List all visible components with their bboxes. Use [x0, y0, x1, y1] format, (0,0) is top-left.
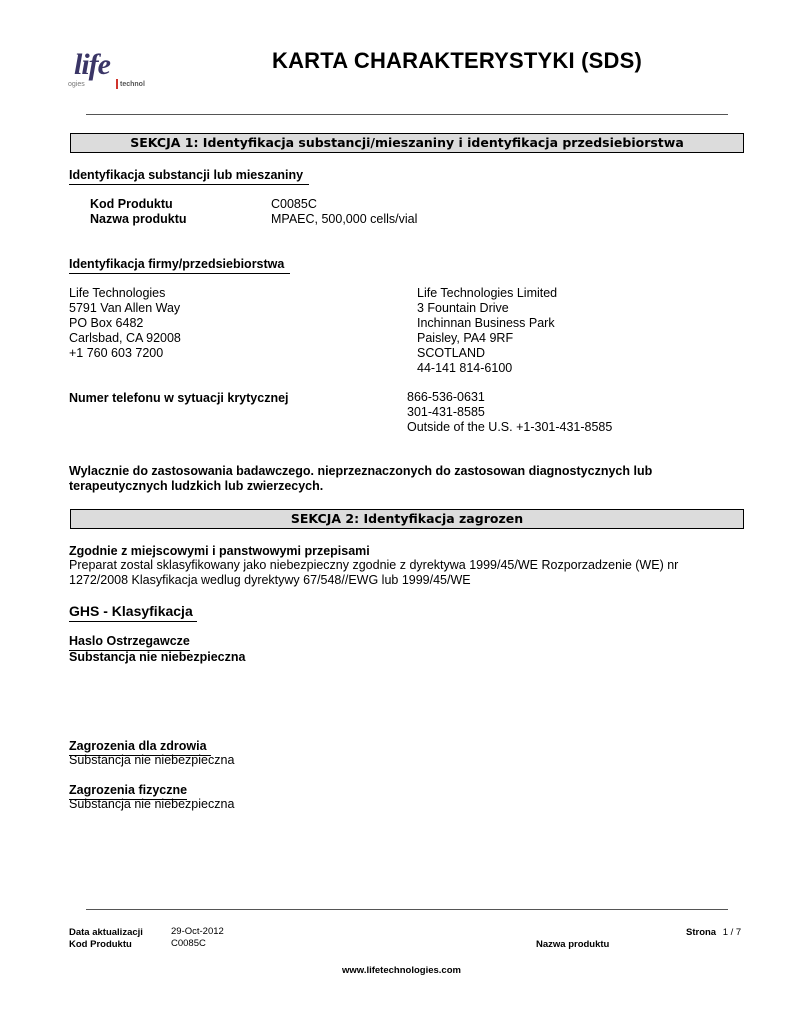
- footer-divider: [86, 909, 728, 910]
- company-uk-address: [417, 286, 557, 376]
- footer-website-link[interactable]: www.lifetechnologies.com: [342, 965, 461, 976]
- logo-subtext-right: technol: [120, 81, 145, 88]
- research-use-note-line: Wylacznie do zastosowania badawczego. nieprzeznaczonych do zastosowan diagnostycznych lub: [69, 464, 653, 478]
- emergency-phone-numbers: [407, 390, 612, 435]
- company-id-heading: [69, 257, 290, 274]
- footer-page-label: Strona: [686, 927, 717, 938]
- signal-word-heading: [69, 634, 190, 651]
- product-name-value: MPAEC, 500,000 cells/vial: [271, 212, 418, 226]
- regulations-heading: Zgodnie z miejscowymi i panstwowymi przepisami: [69, 544, 370, 558]
- ghs-classification-heading-text: GHS - Klasyfikacja: [69, 603, 197, 622]
- emergency-phone-line: 866-536-0631: [407, 390, 485, 404]
- header-divider: [86, 114, 728, 115]
- health-hazards-heading-text: Zagrozenia dla zdrowia: [69, 739, 211, 756]
- company-us-line: Carlsbad, CA 92008: [69, 331, 181, 345]
- product-name-label: Nazwa produktu: [90, 212, 187, 226]
- regulations-line: Preparat zostal sklasyfikowany jako niebezpieczny zgodnie z dyrektywa 1999/45/WE Rozporzadzenie (WE) nr: [69, 558, 679, 572]
- company-uk-line: 3 Fountain Drive: [417, 301, 509, 315]
- section-2-heading: SEKCJA 2: Identyfikacja zagrozen: [70, 509, 744, 529]
- regulations-text: [69, 558, 678, 588]
- health-hazards-value: Substancja nie niebezpieczna: [69, 753, 235, 767]
- company-uk-line: 44-141 814-6100: [417, 361, 513, 375]
- research-use-note: [69, 464, 652, 494]
- research-use-note-line: terapeutycznych ludzkich lub zwierzecych.: [69, 479, 324, 493]
- section-1-heading: SEKCJA 1: Identyfikacja substancji/mieszaniny i identyfikacja przedsiebiorstwa: [70, 133, 744, 153]
- document-title: KARTA CHARAKTERYSTYKI (SDS): [272, 48, 643, 73]
- product-code-label: Kod Produktu: [90, 197, 173, 211]
- company-us-line: PO Box 6482: [69, 316, 144, 330]
- emergency-phone-line: 301-431-8585: [407, 405, 485, 419]
- footer-page-info: [686, 927, 741, 938]
- footer-code-label: Kod Produktu: [69, 939, 132, 950]
- company-uk-line: Inchinnan Business Park: [417, 316, 555, 330]
- company-us-address: [69, 286, 181, 361]
- product-code-value: C0085C: [271, 197, 317, 211]
- physical-hazards-value: Substancja nie niebezpieczna: [69, 797, 235, 811]
- company-uk-line: SCOTLAND: [417, 346, 486, 360]
- footer-product-name-label: Nazwa produktu: [536, 939, 610, 950]
- logo-subtext-left: ogies: [68, 81, 85, 88]
- company-uk-line: Paisley, PA4 9RF: [417, 331, 514, 345]
- company-logo: [68, 48, 168, 94]
- emergency-phone-line: Outside of the U.S. +1-301-431-8585: [407, 420, 613, 434]
- substance-id-heading: [69, 168, 309, 185]
- company-uk-line: Life Technologies Limited: [417, 286, 558, 300]
- regulations-line: 1272/2008 Klasyfikacja wedlug dyrektywy 67/548//EWG lub 1999/45/WE: [69, 573, 471, 587]
- signal-word-value: Substancja nie niebezpieczna: [69, 650, 246, 664]
- footer-update-label: Data aktualizacji: [69, 927, 143, 938]
- company-us-line: 5791 Van Allen Way: [69, 301, 181, 315]
- ghs-classification-heading: [69, 603, 197, 622]
- signal-word-heading-text: Haslo Ostrzegawcze: [69, 634, 190, 651]
- logo-wordmark: life: [74, 48, 110, 81]
- footer-page-value: 1 / 7: [722, 927, 742, 938]
- company-us-line: +1 760 603 7200: [69, 346, 164, 360]
- logo-divider: [116, 79, 118, 89]
- footer-code-value: C0085C: [171, 938, 206, 949]
- physical-hazards-heading-text: Zagrozenia fizyczne: [69, 783, 187, 800]
- emergency-phone-label: Numer telefonu w sytuacji krytycznej: [69, 391, 289, 405]
- company-us-line: Life Technologies: [69, 286, 166, 300]
- substance-id-heading-text: Identyfikacja substancji lub mieszaniny: [69, 168, 309, 185]
- footer-update-value: 29-Oct-2012: [171, 926, 224, 937]
- company-id-heading-text: Identyfikacja firmy/przedsiebiorstwa: [69, 257, 290, 274]
